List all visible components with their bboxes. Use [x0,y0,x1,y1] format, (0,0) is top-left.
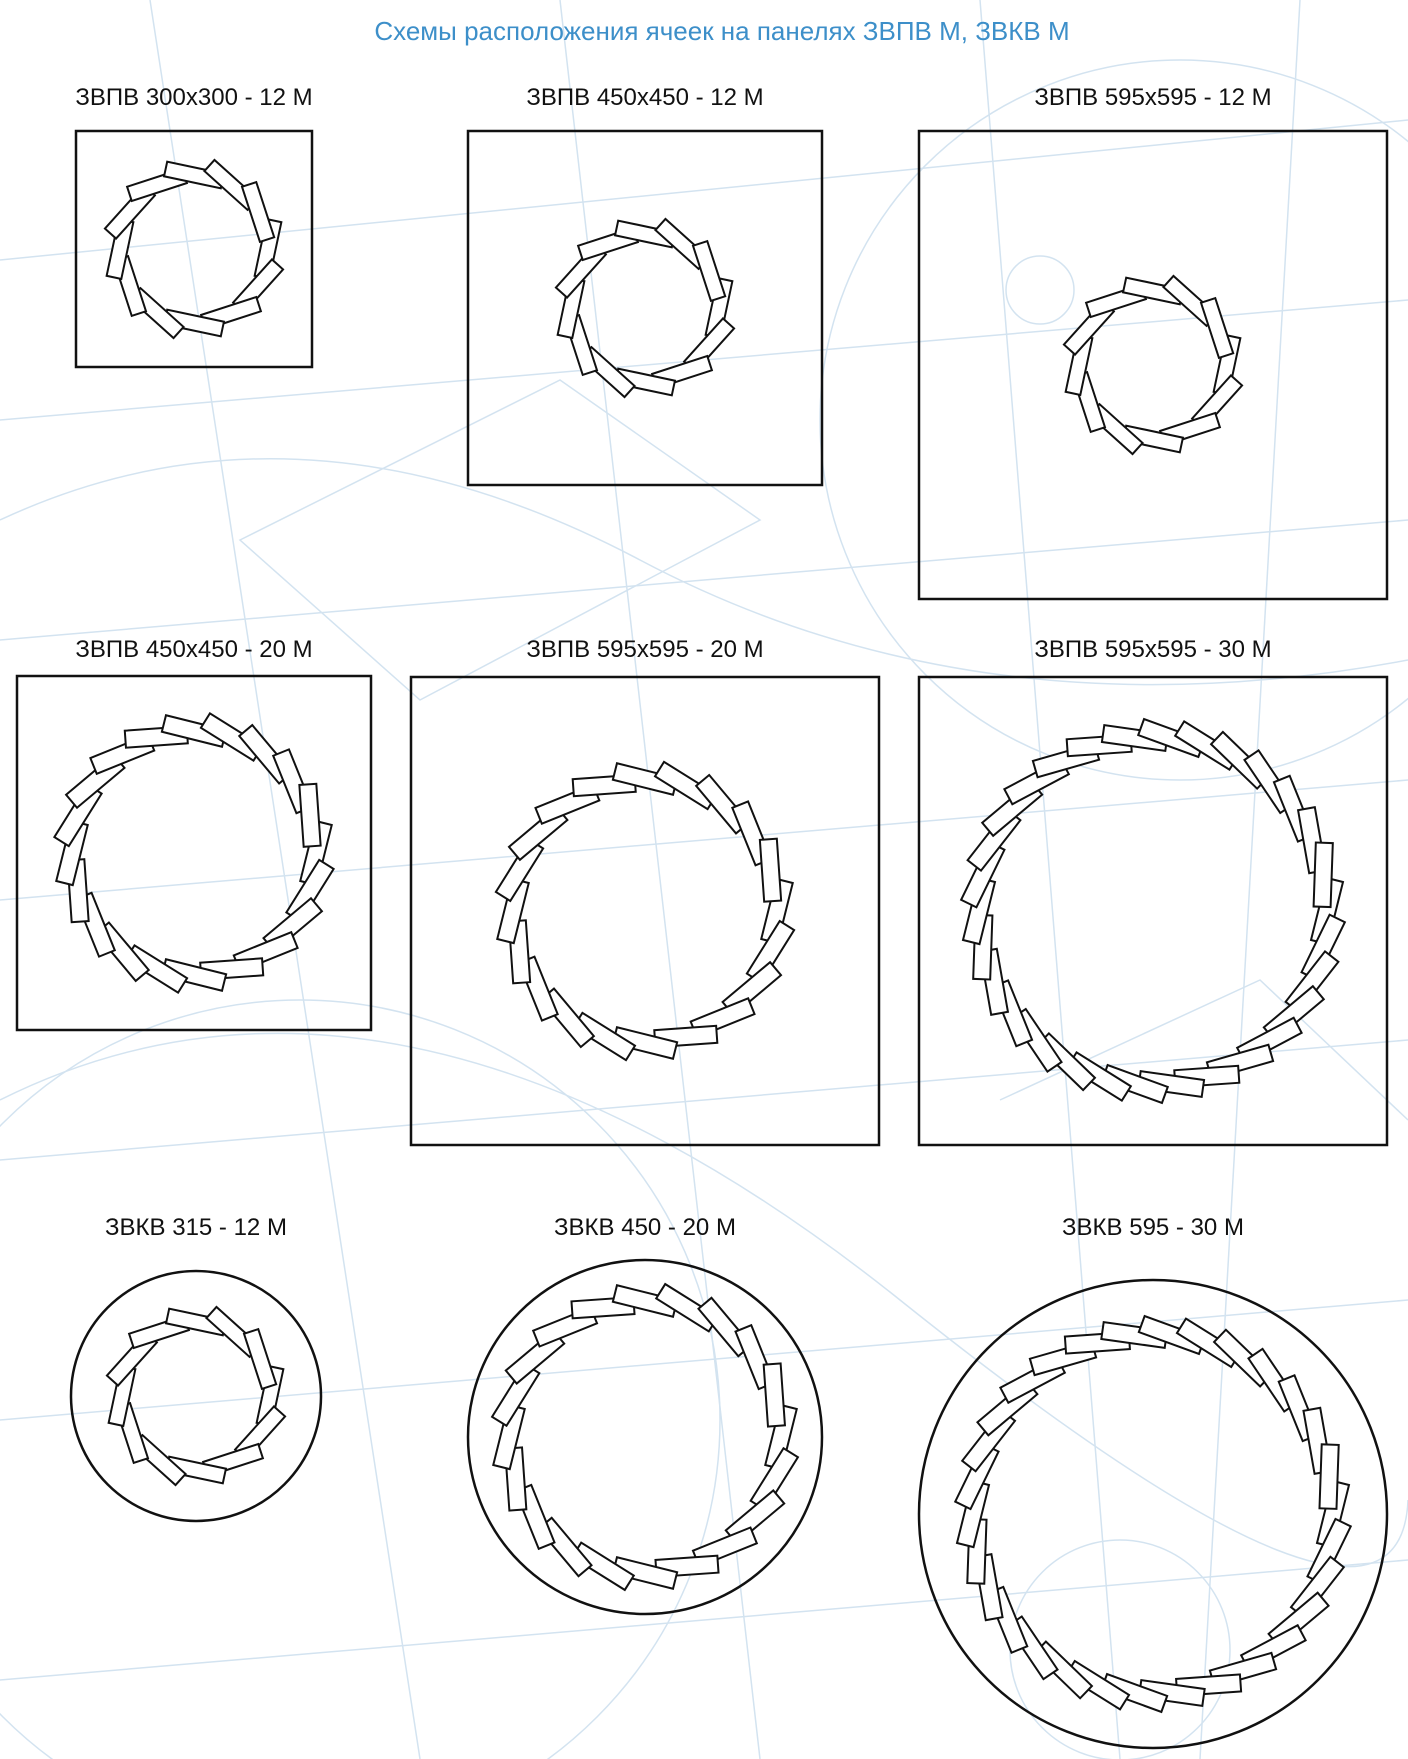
panel-caption-zvpv-300-12: ЗВПВ 300x300 - 12 М [75,84,313,111]
panel-8 [468,1260,822,1614]
panel-outline [919,1280,1387,1748]
panel-2 [468,131,822,485]
panel-1 [76,131,312,367]
air-cell [764,1363,785,1426]
panel-caption-zvkv-450-20: ЗВКВ 450 - 20 М [554,1214,736,1241]
panel-3 [919,131,1387,599]
panel-outline [468,131,822,485]
panel-caption-zvpv-595-12: ЗВПВ 595x595 - 12 М [1034,84,1272,111]
air-cell [760,839,781,902]
panel-7 [71,1271,321,1521]
panel-outline [468,1260,822,1614]
air-cell [242,182,274,242]
panel-outline [411,677,879,1145]
page-title: Схемы расположения ячеек на панелях ЗВПВ М, ЗВКВ М [374,16,1070,46]
panel-outline [71,1271,321,1521]
panel-caption-zvpv-450-12: ЗВПВ 450x450 - 12 М [526,84,764,111]
panel-outline [919,131,1387,599]
panel-caption-zvpv-595-30: ЗВПВ 595x595 - 30 М [1034,636,1272,663]
panel-6 [919,677,1387,1145]
panel-caption-zvpv-450-20: ЗВПВ 450x450 - 20 М [75,636,313,663]
air-cell [1201,298,1233,358]
panel-caption-zvkv-595-30: ЗВКВ 595 - 30 М [1062,1214,1244,1241]
panel-caption-zvpv-595-20: ЗВПВ 595x595 - 20 М [526,636,764,663]
air-cell [244,1329,276,1389]
panel-9 [919,1280,1387,1748]
panel-4 [17,676,371,1030]
air-cell [1319,1444,1338,1509]
air-cell [693,241,725,301]
air-cell [299,784,320,847]
air-cell [1314,843,1333,908]
panel-5 [411,677,879,1145]
panel-caption-zvkv-315-12: ЗВКВ 315 - 12 М [105,1214,287,1241]
